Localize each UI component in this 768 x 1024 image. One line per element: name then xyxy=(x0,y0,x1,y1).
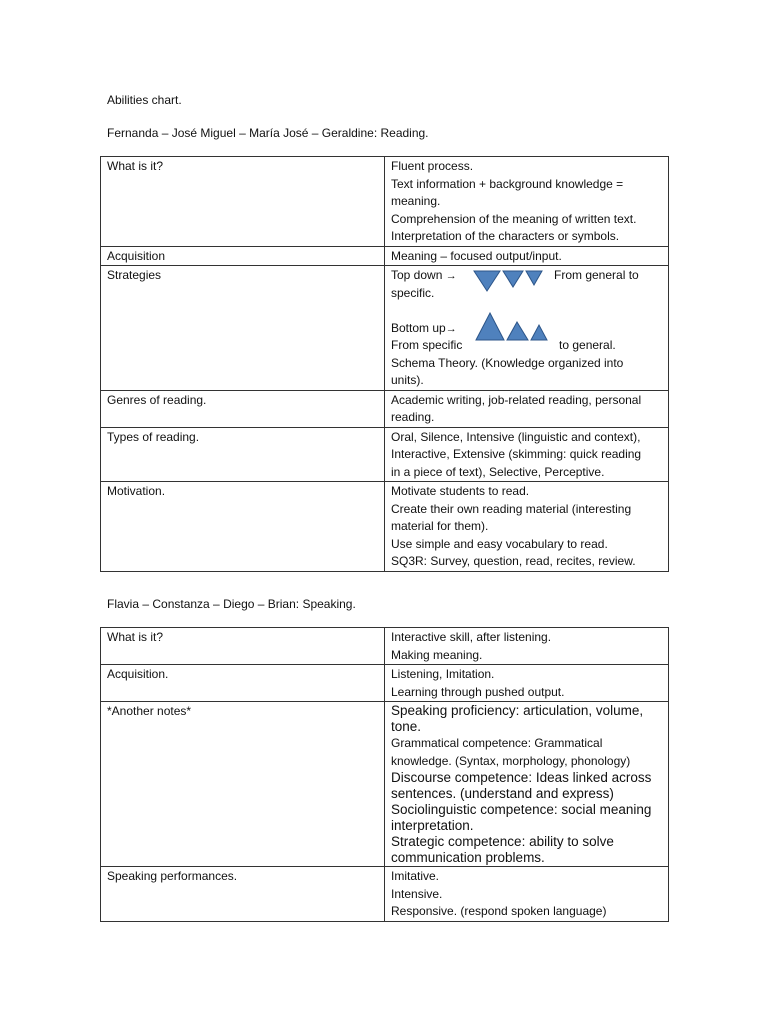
table-row xyxy=(101,157,669,247)
content-line: knowledge. (Syntax, morphology, phonology) xyxy=(391,753,631,768)
row-label: What is it? xyxy=(101,628,385,665)
row-label: What is it? xyxy=(101,157,385,247)
document-title: Abilities chart. xyxy=(107,93,182,107)
content-line: Grammatical competence: Grammatical xyxy=(391,736,603,750)
content-line: Making meaning. xyxy=(391,647,483,662)
table-row xyxy=(101,665,669,702)
content-line: Fluent process. xyxy=(391,159,474,173)
content-line: interpretation. xyxy=(391,818,474,833)
bottom-up-from: From specific xyxy=(391,338,463,352)
row-label: *Another notes* xyxy=(101,702,385,867)
row-label: Acquisition xyxy=(101,246,385,266)
row-label: Strategies xyxy=(101,266,385,391)
speaking-table xyxy=(100,627,669,922)
content-line: Schema Theory. (Knowledge organized into xyxy=(391,355,624,370)
row-label: Genres of reading. xyxy=(101,390,385,427)
table-row xyxy=(101,246,669,266)
content-line: material for them). xyxy=(391,519,489,533)
bottom-up-description-line xyxy=(391,337,662,355)
top-down-label: Top down xyxy=(391,268,443,282)
content-line: Meaning – focused output/input. xyxy=(391,248,562,263)
row-content xyxy=(385,390,669,427)
table-row xyxy=(101,702,669,867)
right-arrow-icon: → xyxy=(445,322,457,335)
content-line: Interactive, Extensive (skimming: quick reading xyxy=(391,447,642,461)
content-line: communication problems. xyxy=(391,850,545,865)
table-row xyxy=(101,482,669,572)
content-line: in a piece of text), Selective, Perceptive. xyxy=(391,464,605,479)
content-line: Use simple and easy vocabulary to read. xyxy=(391,536,608,551)
content-line: Academic writing, job-related reading, personal xyxy=(391,392,642,407)
content-line: Strategic competence: ability to solve xyxy=(391,834,614,849)
content-line: Responsive. (respond spoken language) xyxy=(391,904,607,918)
table-row xyxy=(101,390,669,427)
content-line: SQ3R: Survey, question, read, recites, review. xyxy=(391,554,636,568)
content-line: sentences. (understand and express) xyxy=(391,786,614,801)
row-content xyxy=(385,482,669,572)
reading-table xyxy=(100,156,669,572)
content-line: Intensive. xyxy=(391,886,443,901)
content-line: Text information + background knowledge = xyxy=(391,176,624,191)
content-line: Interactive skill, after listening. xyxy=(391,630,552,644)
table-row xyxy=(101,628,669,665)
row-content xyxy=(385,665,669,702)
row-label: Acquisition. xyxy=(101,665,385,702)
row-content xyxy=(385,628,669,665)
bottom-up-to: to general. xyxy=(559,338,616,352)
content-line: Create their own reading material (interesting xyxy=(391,501,632,516)
triangle-down-icon xyxy=(503,271,523,287)
reading-group-heading: Fernanda – José Miguel – María José – Geraldine: Reading. xyxy=(107,126,429,140)
content-line: meaning. xyxy=(391,194,441,208)
content-line: Sociolinguistic competence: social meaning xyxy=(391,802,652,817)
triangle-up-icon xyxy=(476,313,504,340)
content-line: Imitative. xyxy=(391,869,440,883)
content-line: Interpretation of the characters or symbols. xyxy=(391,229,620,243)
bottom-up-line xyxy=(391,320,662,338)
content-line: Comprehension of the meaning of written text. xyxy=(391,211,637,226)
top-down-description: From general to xyxy=(554,268,639,282)
content-line: Speaking proficiency: articulation, volume, xyxy=(391,703,644,718)
row-label: Types of reading. xyxy=(101,427,385,482)
row-content xyxy=(385,246,669,266)
triangle-down-icon xyxy=(474,271,500,291)
bottom-up-label: Bottom up xyxy=(391,320,446,335)
row-content xyxy=(385,867,669,922)
row-label: Motivation. xyxy=(101,482,385,572)
table-row xyxy=(101,427,669,482)
row-content xyxy=(385,157,669,247)
table-row xyxy=(101,266,669,391)
row-label: Speaking performances. xyxy=(101,867,385,922)
row-content xyxy=(385,266,669,391)
content-line: Learning through pushed output. xyxy=(391,684,565,699)
row-content xyxy=(385,702,669,867)
content-line: reading. xyxy=(391,410,435,424)
content-line: specific. xyxy=(391,285,435,300)
content-line: tone. xyxy=(391,719,422,734)
content-line: Oral, Silence, Intensive (linguistic and context), xyxy=(391,429,641,444)
top-down-line xyxy=(391,267,662,285)
right-arrow-icon: → xyxy=(445,270,457,282)
triangle-down-icon xyxy=(526,271,542,285)
content-line: units). xyxy=(391,373,424,387)
content-line: Motivate students to read. xyxy=(391,484,530,498)
speaking-group-heading: Flavia – Constanza – Diego – Brian: Speaking. xyxy=(107,597,356,611)
content-line: Discourse competence: Ideas linked across xyxy=(391,770,652,785)
content-line: Listening, Imitation. xyxy=(391,667,495,681)
row-content xyxy=(385,427,669,482)
table-row xyxy=(101,867,669,922)
triangles-down-graphic xyxy=(473,270,549,292)
